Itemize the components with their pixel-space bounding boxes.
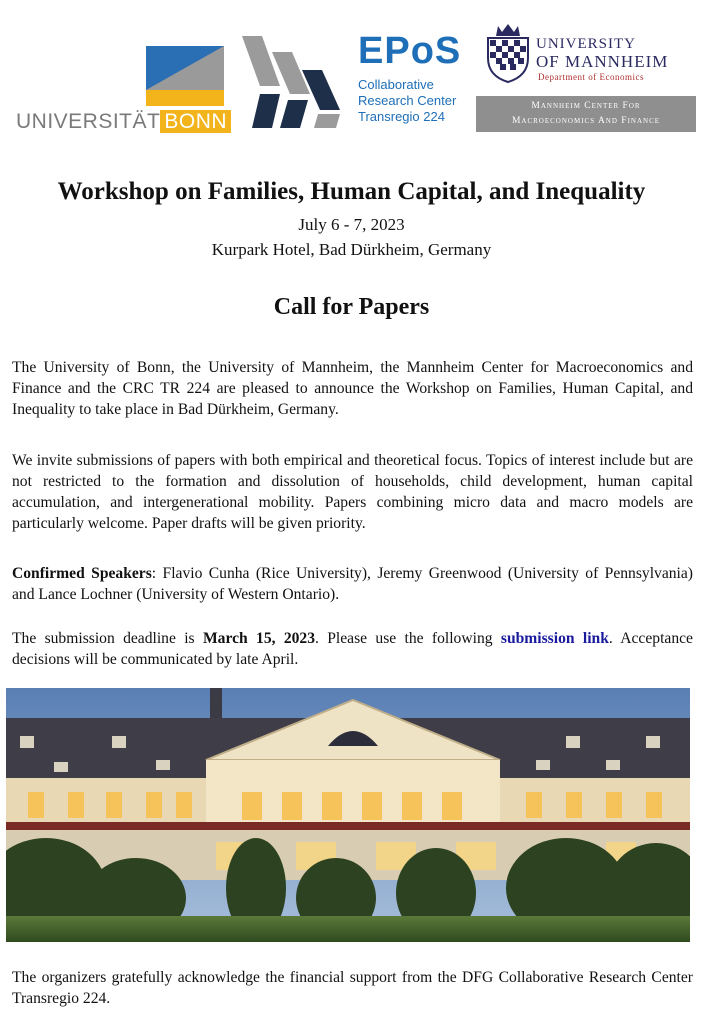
epos-line3: Transregio 224 (358, 109, 445, 124)
speakers-text: : Flavio Cunha (Rice University), Jeremy Greenwood (University of Pennsylvania) and Lance Lochner (University of Western Ontario). (12, 565, 693, 603)
bonn-uni-text: UNIVERSITÄT (16, 110, 161, 133)
mannheim-line1: UNIVERSITY (536, 36, 636, 52)
workshop-date: July 6 - 7, 2023 (298, 215, 405, 234)
epos-title: EPoS (358, 30, 462, 72)
mannheim-dept: Department of Economics (538, 72, 644, 82)
deadline-mid: . Please use the following (315, 630, 501, 647)
kurpark-hotel-image (6, 688, 690, 942)
intro-paragraph: The University of Bonn, the University of Mannheim, the Mannheim Center for Macroeconomics and Finance and the CRC TR 224 are pleased to announce the Workshop on Families, Human Capital, and Inequality to take place in Bad Dürkheim, Germany. (12, 359, 693, 418)
topics-paragraph: We invite submissions of papers with both empirical and theoretical focus. Topics of interest include but are not restricted to the formation and dissolution of households, child development, human capital accumulation, and intergenerational mobility. Papers combining micro data and macro models are particularly welcome. Paper drafts will be given priority. (12, 452, 693, 532)
mcmf-line2: Macroeconomics And Finance (511, 116, 661, 126)
speakers-label: Confirmed Speakers (12, 565, 152, 582)
deadline-date: March 15, 2023 (202, 630, 316, 647)
logo-universitat-bonn (16, 42, 231, 137)
deadline-pre: The submission deadline is (12, 630, 203, 647)
logo-university-mannheim (478, 20, 698, 90)
bonn-emblem-icon (146, 46, 231, 106)
mcmf-line1: Mannheim Center For (531, 101, 641, 111)
workshop-title: Workshop on Families, Human Capital, and Inequality (57, 178, 646, 205)
bonn-city-text: BONN (160, 110, 231, 133)
mannheim-line2: OF MANNHEIM (536, 52, 669, 71)
epos-line1: Collaborative (358, 77, 434, 92)
submission-link[interactable]: submission link (500, 630, 609, 647)
acknowledgement-paragraph: The organizers gratefully acknowledge the financial support from the DFG Collaborative Research Center Transregio 224. (12, 969, 693, 1007)
epos-line2: Research Center (358, 93, 457, 108)
logo-mcmf (476, 96, 696, 132)
deadline-paragraph (12, 628, 693, 670)
hotel-photo (6, 688, 690, 942)
speakers-paragraph (12, 563, 693, 605)
call-for-papers-heading: Call for Papers (273, 294, 430, 320)
logo-epos (358, 30, 473, 130)
deadline-post: . Acceptance decisions will be communicated by late April. (12, 630, 693, 668)
stripes-logo-icon (240, 34, 348, 130)
mannheim-crest-icon (482, 22, 534, 84)
workshop-venue: Kurpark Hotel, Bad Dürkheim, Germany (211, 240, 492, 259)
